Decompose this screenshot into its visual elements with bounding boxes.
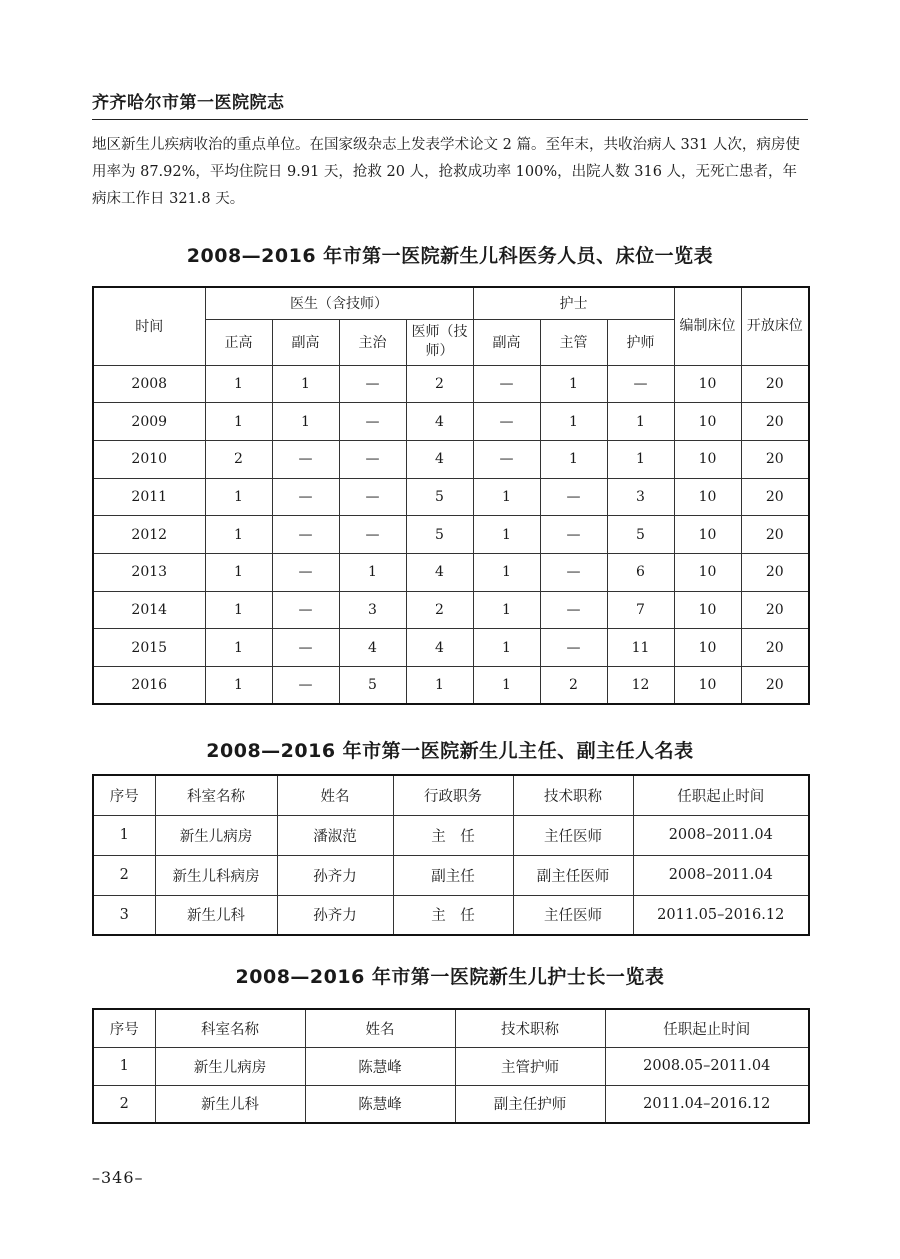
column-header: 科室名称 [155, 1009, 305, 1047]
table-cell: 孙齐力 [277, 855, 393, 895]
table-cell: 1 [205, 403, 272, 441]
table-cell: 1 [473, 516, 540, 554]
table-cell: 1 [205, 591, 272, 629]
table-cell: — [540, 516, 607, 554]
table-cell: 副主任护师 [455, 1085, 605, 1123]
table-cell: — [272, 553, 339, 591]
header-nurse-col: 护师 [607, 319, 674, 365]
header-doctor-col: 正高 [205, 319, 272, 365]
table3-title: 2008—2016 年市第一医院新生儿护士长一览表 [235, 966, 665, 988]
table-cell: 2011.05–2016.12 [633, 895, 809, 935]
header-doctor-group: 医生（含技师） [205, 287, 473, 319]
table-cell: 20 [741, 553, 809, 591]
header-doctor-col: 主治 [339, 319, 406, 365]
table-cell: 10 [674, 629, 741, 667]
table-cell: 1 [473, 667, 540, 705]
table-cell: — [540, 629, 607, 667]
table-cell: — [339, 516, 406, 554]
table-cell: 1 [473, 553, 540, 591]
table-cell: — [473, 365, 540, 403]
header-doctor-col: 医师（技师） [406, 319, 473, 365]
header-nurse-col: 主管 [540, 319, 607, 365]
table-cell: 20 [741, 365, 809, 403]
table-cell: 2015 [93, 629, 205, 667]
table-cell: 孙齐力 [277, 895, 393, 935]
intro-paragraph: 地区新生儿疾病收治的重点单位。在国家级杂志上发表学术论文 2 篇。至年末，共收治病人 331 人次，病房使用率为 87.92%，平均住院日 9.91 天，抢救 20 人，抢救成功率 100%，出院人数 316 人，无死亡患者，年病床工作日 321.8 天。 [92, 137, 800, 207]
table-cell: 2011.04–2016.12 [605, 1085, 809, 1123]
table-cell: 4 [339, 629, 406, 667]
table-row [93, 365, 809, 403]
table-cell: 3 [339, 591, 406, 629]
table-cell: 20 [741, 667, 809, 705]
table-cell: 20 [741, 478, 809, 516]
table-cell: — [473, 440, 540, 478]
table-cell: 2012 [93, 516, 205, 554]
table-cell: 1 [205, 553, 272, 591]
table-cell: 1 [93, 1047, 155, 1085]
table-cell: 2008–2011.04 [633, 855, 809, 895]
directors-table [92, 774, 810, 936]
table-cell: — [272, 667, 339, 705]
table-cell: 10 [674, 516, 741, 554]
table-cell: 2009 [93, 403, 205, 441]
table-cell: — [272, 629, 339, 667]
staff-beds-table [92, 286, 810, 705]
table-row [93, 629, 809, 667]
table-cell: 2 [93, 1085, 155, 1123]
column-header: 任职起止时间 [633, 775, 809, 815]
table-cell: 20 [741, 591, 809, 629]
column-header: 技术职称 [513, 775, 633, 815]
table-cell: 陈慧峰 [305, 1047, 455, 1085]
table-cell: 5 [339, 667, 406, 705]
table-cell: 1 [339, 553, 406, 591]
table-cell: 10 [674, 403, 741, 441]
header-nurse-group: 护士 [473, 287, 674, 319]
table-row [93, 895, 809, 935]
table-cell: — [540, 478, 607, 516]
table-cell: 7 [607, 591, 674, 629]
table-cell: 10 [674, 478, 741, 516]
table-cell: 1 [540, 365, 607, 403]
table-cell: 10 [674, 365, 741, 403]
table-cell: 2 [93, 855, 155, 895]
table-cell: 主任医师 [513, 815, 633, 855]
table-cell: — [473, 403, 540, 441]
table-cell: 10 [674, 667, 741, 705]
table-row [93, 815, 809, 855]
table-cell: 新生儿科 [155, 1085, 305, 1123]
table-cell: 5 [406, 516, 473, 554]
table-cell: 主管护师 [455, 1047, 605, 1085]
table-cell: — [339, 403, 406, 441]
table-cell: 4 [406, 629, 473, 667]
table-cell: 1 [205, 478, 272, 516]
table-cell: 2010 [93, 440, 205, 478]
table-cell: — [540, 553, 607, 591]
table-cell: 2016 [93, 667, 205, 705]
table-cell: 主任医师 [513, 895, 633, 935]
column-header: 科室名称 [155, 775, 277, 815]
column-header: 序号 [93, 775, 155, 815]
table-cell: 5 [406, 478, 473, 516]
table-cell: 1 [272, 403, 339, 441]
table-cell: 1 [205, 516, 272, 554]
table-cell: 2013 [93, 553, 205, 591]
table-cell: — [339, 440, 406, 478]
head-nurses-table [92, 1008, 810, 1124]
table-cell: 新生儿病房 [155, 815, 277, 855]
table-cell: 1 [473, 478, 540, 516]
table-cell: 5 [607, 516, 674, 554]
table2-title: 2008—2016 年市第一医院新生儿主任、副主任人名表 [206, 740, 694, 762]
header-staffed-beds: 编制床位 [674, 287, 741, 365]
table-cell: 1 [540, 440, 607, 478]
table-cell: 1 [540, 403, 607, 441]
table-cell: 3 [93, 895, 155, 935]
table-cell: 2 [205, 440, 272, 478]
table-cell: 1 [205, 365, 272, 403]
table-cell: 1 [607, 403, 674, 441]
page-number: –346– [92, 1168, 144, 1187]
table-cell: 10 [674, 440, 741, 478]
table1-title: 2008—2016 年市第一医院新生儿科医务人员、床位一览表 [186, 245, 714, 267]
table-cell: 2 [406, 365, 473, 403]
table-cell: 潘淑范 [277, 815, 393, 855]
column-header: 行政职务 [393, 775, 513, 815]
table-cell: 主 任 [393, 815, 513, 855]
table-row [93, 667, 809, 705]
table-row [93, 553, 809, 591]
table-cell: — [272, 440, 339, 478]
table-row [93, 478, 809, 516]
table-cell: 新生儿科 [155, 895, 277, 935]
table-cell: 3 [607, 478, 674, 516]
table-row [93, 403, 809, 441]
table-cell: 副主任 [393, 855, 513, 895]
table-cell: — [272, 591, 339, 629]
table-cell: — [272, 516, 339, 554]
table-row [93, 516, 809, 554]
table-cell: 新生儿病房 [155, 1047, 305, 1085]
column-header: 序号 [93, 1009, 155, 1047]
table-cell: — [540, 591, 607, 629]
table-cell: 4 [406, 403, 473, 441]
table-cell: 2 [540, 667, 607, 705]
table-cell: 4 [406, 553, 473, 591]
table-row [93, 1085, 809, 1123]
table-cell: — [339, 478, 406, 516]
table-cell: 20 [741, 440, 809, 478]
table-cell: 主 任 [393, 895, 513, 935]
header-open-beds: 开放床位 [741, 287, 809, 365]
table-cell: 1 [406, 667, 473, 705]
table-cell: 1 [205, 667, 272, 705]
table-cell: 2008–2011.04 [633, 815, 809, 855]
table-row [93, 440, 809, 478]
table-cell: 12 [607, 667, 674, 705]
table-cell: 1 [607, 440, 674, 478]
column-header: 任职起止时间 [605, 1009, 809, 1047]
header-time: 时间 [93, 287, 205, 365]
table-cell: 2011 [93, 478, 205, 516]
table-cell: 10 [674, 553, 741, 591]
header-nurse-col: 副高 [473, 319, 540, 365]
table-cell: 11 [607, 629, 674, 667]
column-header: 技术职称 [455, 1009, 605, 1047]
table-cell: 1 [272, 365, 339, 403]
table-cell: 副主任医师 [513, 855, 633, 895]
running-head: 齐齐哈尔市第一医院院志 [92, 88, 808, 120]
table-row [93, 855, 809, 895]
table-cell: 2014 [93, 591, 205, 629]
table-cell: 20 [741, 403, 809, 441]
table-cell: 1 [205, 629, 272, 667]
table-cell: 陈慧峰 [305, 1085, 455, 1123]
table-cell: — [607, 365, 674, 403]
table-cell: 2008.05–2011.04 [605, 1047, 809, 1085]
table-cell: 4 [406, 440, 473, 478]
table-cell: 1 [93, 815, 155, 855]
table-cell: 20 [741, 629, 809, 667]
table-cell: 20 [741, 516, 809, 554]
table-cell: — [339, 365, 406, 403]
table-cell: 2 [406, 591, 473, 629]
table-cell: 10 [674, 591, 741, 629]
table-cell: — [272, 478, 339, 516]
table-cell: 2008 [93, 365, 205, 403]
table-cell: 6 [607, 553, 674, 591]
column-header: 姓名 [305, 1009, 455, 1047]
column-header: 姓名 [277, 775, 393, 815]
table-cell: 1 [473, 629, 540, 667]
table-cell: 1 [473, 591, 540, 629]
table-row [93, 1047, 809, 1085]
table-row [93, 591, 809, 629]
table-cell: 新生儿科病房 [155, 855, 277, 895]
header-doctor-col: 副高 [272, 319, 339, 365]
